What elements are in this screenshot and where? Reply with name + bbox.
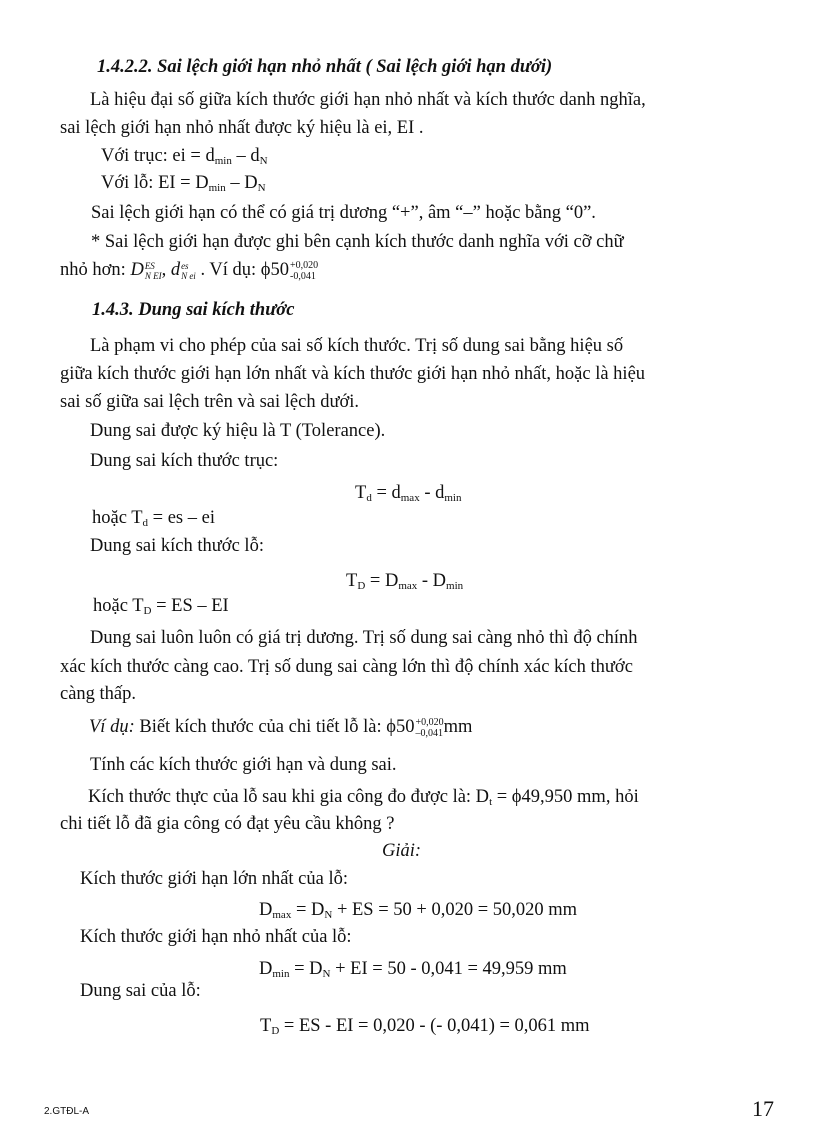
paragraph-line: sai lệch giới hạn nhỏ nhất được ký hiệu là ei, EI . — [60, 118, 424, 138]
paragraph-line: Dung sai của lỗ: — [80, 981, 201, 1001]
paragraph-line: giữa kích thước giới hạn lớn nhất và kích thước giới hạn nhỏ nhất, hoặc là hiệu — [60, 364, 646, 384]
shaft-tolerance-alt: hoặc $T_d$ = es – ei — [92, 508, 215, 529]
paragraph-line: Dung sai được ký hiệu là T (Tolerance). — [90, 421, 386, 441]
shaft-formula: Với trục: ei = $d_{min} - d_N$ — [101, 146, 268, 167]
shaft-tolerance-formula: $T_d = d_{max} - d_{min}$ — [355, 483, 462, 504]
paragraph-line: Dung sai luôn luôn có giá trị dương. Trị số dung sai càng nhỏ thì độ chính — [90, 628, 638, 648]
tolerance-stack: +0,020 –0,041 — [415, 716, 444, 739]
paragraph-line: Tính các kích thước giới hạn và dung sai. — [90, 755, 397, 775]
paragraph-line: Kích thước giới hạn lớn nhất của lỗ: — [80, 869, 348, 889]
footer-code: 2.GTĐL-A — [44, 1106, 90, 1117]
paragraph-line: Kích thước giới hạn nhỏ nhất của lỗ: — [80, 927, 352, 947]
hole-tolerance-alt: hoặc $T_D$ = ES – EI — [93, 596, 229, 617]
section-heading-1422: 1.4.2.2. Sai lệch giới hạn nhỏ nhất ( Sai lệch giới hạn dưới) — [97, 57, 553, 77]
notation-line: nhỏ hơn: D ES N EI , d es N ei . Ví dụ: ϕ50 +0,020 -0,041 — [60, 259, 319, 282]
hole-tolerance-formula: $T_D = D_{max} - D_{min}$ — [346, 571, 464, 592]
paragraph-line: chi tiết lỗ đã gia công có đạt yêu cầu không ? — [60, 814, 395, 834]
page-number: 17 — [752, 1096, 774, 1121]
paragraph-line: xác kích thước càng cao. Trị số dung sai càng lớn thì độ chính xác kích thước — [60, 657, 633, 677]
paragraph-line: * Sai lệch giới hạn được ghi bên cạnh kích thước danh nghĩa với cỡ chữ — [91, 232, 624, 252]
min-size-formula: $D_{min} = D_N$ + EI = 50 - 0,041 = 49,959 mm — [259, 959, 567, 980]
tolerance-stack: +0,020 -0,041 — [289, 259, 319, 282]
solution-label: Giải: — [382, 841, 422, 861]
paragraph-line: Là hiệu đại số giữa kích thước giới hạn nhỏ nhất và kích thước danh nghĩa, — [90, 90, 646, 110]
tolerance-result-formula: $T_D$ = ES - EI = 0,020 - (- 0,041) = 0,061 mm — [260, 1016, 590, 1037]
paragraph-line: Sai lệch giới hạn có thể có giá trị dương “+”, âm “–” hoặc bằng “0”. — [91, 203, 596, 223]
example-line: Ví dụ: Biết kích thước của chi tiết lỗ là: ϕ50 +0,020 –0,041 mm — [89, 716, 473, 739]
paragraph-line: càng thấp. — [60, 684, 137, 704]
paragraph-line: Dung sai kích thước lỗ: — [90, 536, 264, 556]
max-size-formula: $D_{max} = D_N$ + ES = 50 + 0,020 = 50,020 mm — [259, 900, 578, 921]
hole-formula: Với lỗ: EI = $D_{min} - D_N$ — [101, 173, 266, 194]
paragraph-line: Dung sai kích thước trục: — [90, 451, 279, 471]
paragraph-line: Là phạm vi cho phép của sai số kích thước. Trị số dung sai bằng hiệu số — [90, 336, 624, 356]
measured-size-line: Kích thước thực của lỗ sau khi gia công đo được là: $D_t = \phi 49,950$ mm, hỏi — [88, 787, 639, 808]
paragraph-line: sai số giữa sai lệch trên và sai lệch dưới. — [60, 392, 360, 412]
section-heading-143: 1.4.3. Dung sai kích thước — [92, 300, 295, 320]
